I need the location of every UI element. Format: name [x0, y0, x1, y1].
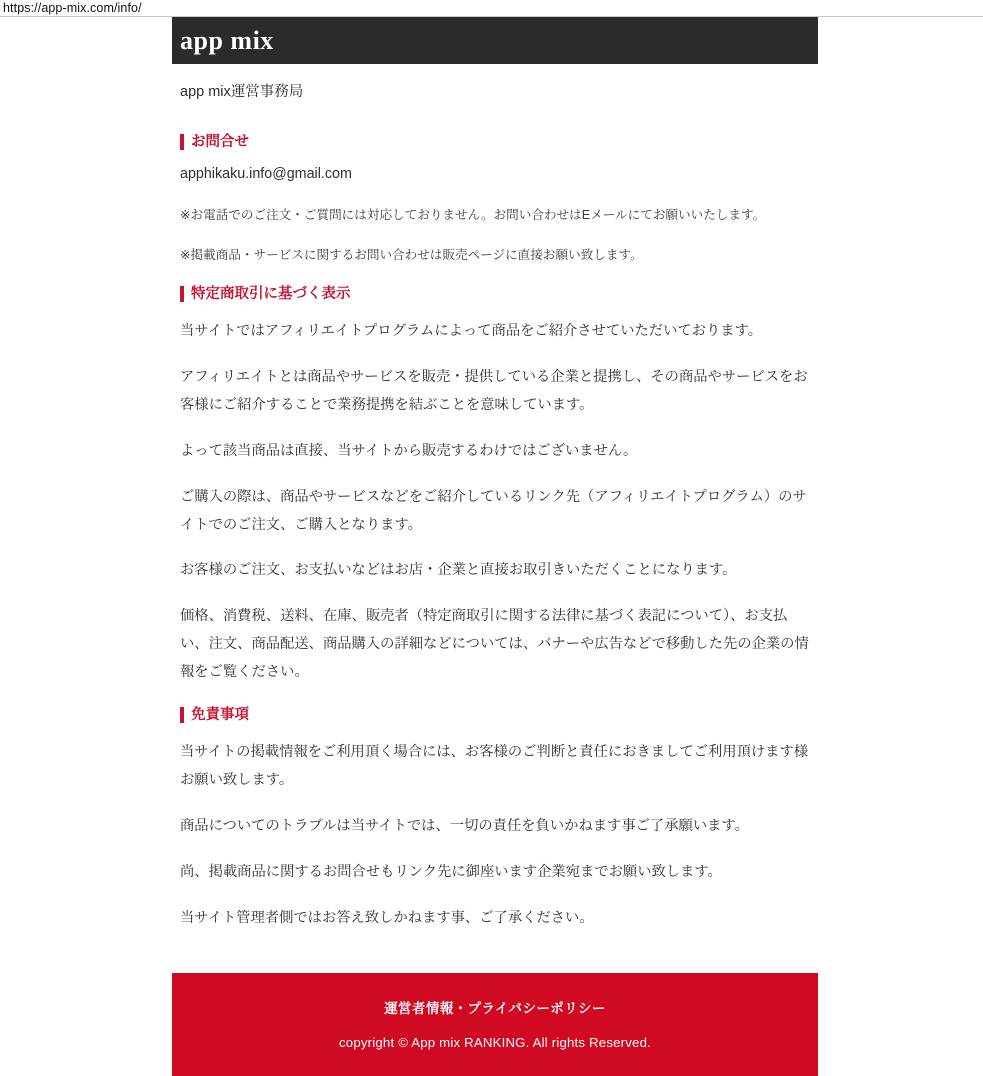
section-heading-commercial-transactions: 特定商取引に基づく表示	[180, 284, 810, 304]
disclaimer-paragraph-1: 当サイトの掲載情報をご利用頂く場合には、お客様のご判断と責任におきましてご利用頂けます様お願い致します。	[180, 744, 809, 789]
contact-note-2: ※掲載商品・サービスに関するお問い合わせは販売ページに直接お願い致します。	[180, 247, 643, 262]
commercial-paragraph-3: よって該当商品は直接、当サイトから販売するわけではございません。	[180, 442, 638, 459]
site-logo-text[interactable]: app mix	[180, 25, 274, 55]
site-header	[172, 17, 818, 64]
disclaimer-paragraph-3: 尚、掲載商品に関するお問合せもリンク先に御座います企業宛までお願い致します。	[180, 863, 722, 880]
section-heading-contact: お問合せ	[180, 132, 810, 152]
commercial-paragraph-1: 当サイトではアフィリエイトプログラムによって商品をご紹介させていただいております。	[180, 323, 763, 340]
contact-email[interactable]: apphikaku.info@gmail.com	[180, 166, 352, 183]
page-canvas	[0, 17, 983, 1076]
commercial-paragraph-4: ご購入の際は、商品やサービスなどをご紹介しているリンク先（アフィリエイトプログラム）のサイトでのご注文、ご購入となります。	[180, 488, 807, 533]
organization-name: app mix運営事務局	[180, 84, 304, 100]
footer-copyright: copyright © App mix RANKING. All rights Reserved.	[339, 1034, 651, 1050]
url-text: https://app-mix.com/info/	[3, 1, 142, 15]
article-body	[172, 64, 818, 973]
commercial-paragraph-5: お客様のご注文、お支払いなどはお店・企業と直接お取引きいただくことになります。	[180, 562, 737, 579]
disclaimer-paragraph-2: 商品についてのトラブルは当サイトでは、一切の責任を負いかねます事ご了承願います。	[180, 817, 749, 834]
content-sheet	[172, 17, 818, 973]
disclaimer-paragraph-4: 当サイト管理者側ではお答え致しかねます事、ご了承ください。	[180, 909, 594, 926]
browser-url-bar[interactable]	[0, 0, 983, 17]
commercial-paragraph-6: 価格、消費税、送料、在庫、販売者（特定商取引に関する法律に基づく表記について）、お支払い、注文、商品配送、商品購入の詳細などについては、バナーや広告などで移動した先の企業の情報をご覧ください。	[180, 608, 809, 681]
section-heading-disclaimer: 免責事項	[180, 705, 810, 725]
bottom-spacer	[180, 951, 810, 973]
footer-link-privacy-policy[interactable]: 運営者情報・プライバシーポリシー	[384, 1000, 606, 1016]
contact-note-1: ※お電話でのご注文・ご質問には対応しておりません。お問い合わせはEメールにてお願いいたします。	[180, 208, 766, 223]
site-footer	[172, 973, 818, 1076]
commercial-paragraph-2: アフィリエイトとは商品やサービスを販売・提供している企業と提携し、その商品やサービスをお客様にご紹介することで業務提携を結ぶことを意味しています。	[180, 369, 808, 413]
